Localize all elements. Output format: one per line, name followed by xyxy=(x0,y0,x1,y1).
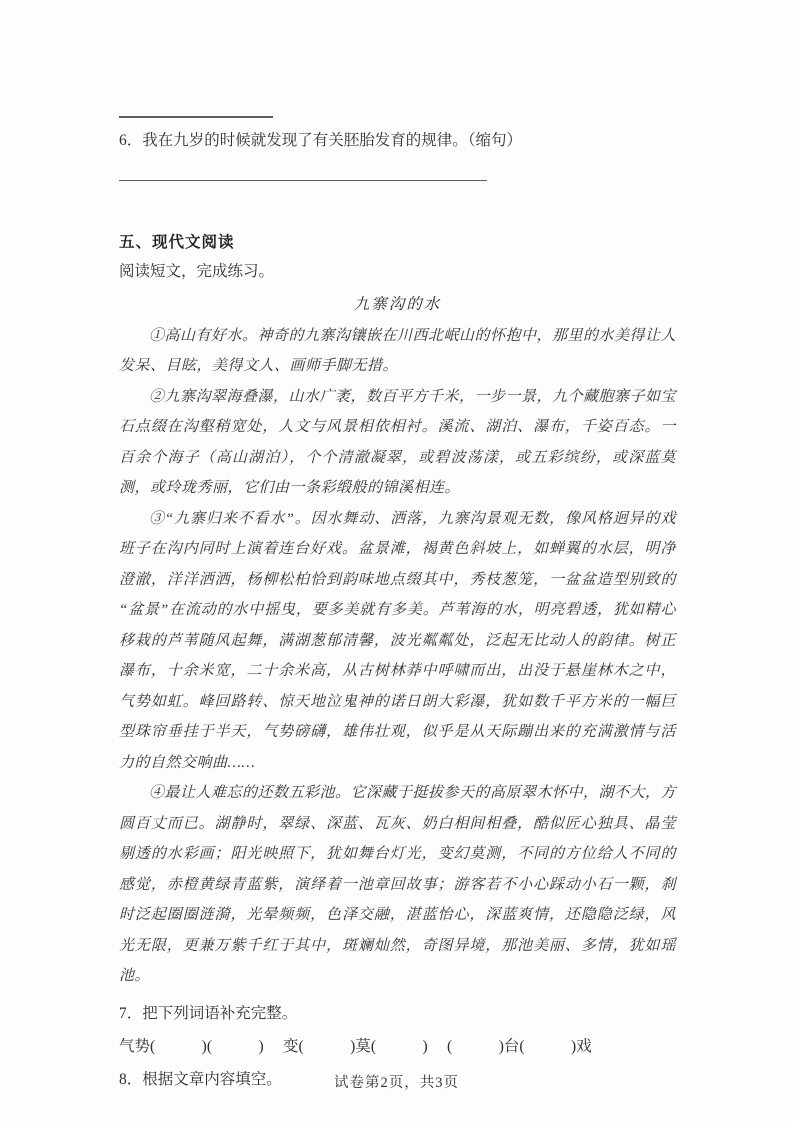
question-7-number: 7． xyxy=(119,1004,143,1022)
passage-paragraph-4: ④最让人难忘的还数五彩池。它深藏于挺拔参天的高原翠木怀中，湖不大，方圆百丈而已。湖静时，翠绿、深蓝、瓦灰、奶白相间相叠，酷似匠心独具、晶莹剔透的水彩画；阳光映照下，犹如舞台灯光，变幻莫测，不同的方位给人不同的感觉，赤橙黄绿青蓝紫，演绎着一池章回故事；游客若不小心踩动小石一颗，刹时泛起圈圈涟漪，光晕频频，色泽交融，湛蓝怡心，深蓝爽情，还隐隐泛绿，风光无限，更兼万紫千红于其中，斑斓灿然，奇图异境，那池美丽、多情，犹如瑶池。 xyxy=(119,785,677,984)
page-footer: 试卷第2页，共3页 xyxy=(334,1075,459,1091)
answer-blank-line-short xyxy=(119,116,273,118)
question-6 xyxy=(119,130,676,152)
passage-paragraph-1: ①高山有好水。神奇的九寨沟镶嵌在川西北岷山的怀抱中，那里的水美得让人发呆、目眩，美得文人、画师手脚无措。 xyxy=(119,327,677,374)
question-6-text: 我在九岁的时候就发现了有关胚胎发育的规律。（缩句） xyxy=(142,132,523,149)
question-7-fill-blanks: 气势( )( ) 变( )莫( ) ( )台( )戏 xyxy=(119,1037,592,1055)
question-7-text: 把下列词语补充完整。 xyxy=(142,1004,298,1022)
question-8-text: 根据文章内容填空。 xyxy=(142,1070,282,1088)
question-8-number: 8． xyxy=(119,1070,143,1088)
section-heading: 五、现代文阅读 xyxy=(119,234,235,251)
passage-title: 九寨沟的水 xyxy=(353,296,442,313)
question-6-number: 6． xyxy=(119,132,143,149)
page-content xyxy=(119,0,676,1092)
passage-paragraph-3: ③“九寨归来不看水”。因水舞动、洒落，九寨沟景观无数，像风格迥异的戏班子在沟内同时上演着连台好戏。盆景滩，褐黄色斜坡上，如蝉翼的水层，明净澄澈，洋洋洒洒，杨柳松柏恰到韵味地点缀其中，秀枝葱笼，一盆盆造型别致的“盆景”在流动的水中摇曳，要多美就有多美。芦苇海的水，明亮碧透，犹如精心移栽的芦苇随风起舞，满湖葱郁清馨，波光粼粼处，泛起无比动人的韵律。树正瀑布，十余米宽，二十余米高，从古树林莽中呼啸而出，出没于悬崖林木之中，气势如虹。峰回路转、惊天地泣鬼神的诺日朗大彩瀑，犹如数千平方米的一幅巨型珠帘垂挂于半天，气势磅礴，雄伟壮观，似乎是从天际蹦出来的充满激情与活力的自然交响曲…… xyxy=(119,510,676,771)
answer-blank-line-long xyxy=(119,180,487,181)
section-instruction: 阅读短文，完成练习。 xyxy=(119,263,275,280)
passage-paragraph-2: ②九寨沟翠海叠瀑，山水广袤，数百平方千米，一步一景，九个藏胞寨子如宝石点缀在沟壑稍宽处，人文与风景相依相衬。溪流、湖泊、瀑布，千姿百态。一百余个海子（高山湖泊），个个清澈凝翠，或碧波荡漾，或五彩缤纷，或深蓝莫测，或玲珑秀丽，它们由一条彩缎般的锦溪相连。 xyxy=(119,388,677,496)
question-7 xyxy=(119,1002,676,1026)
